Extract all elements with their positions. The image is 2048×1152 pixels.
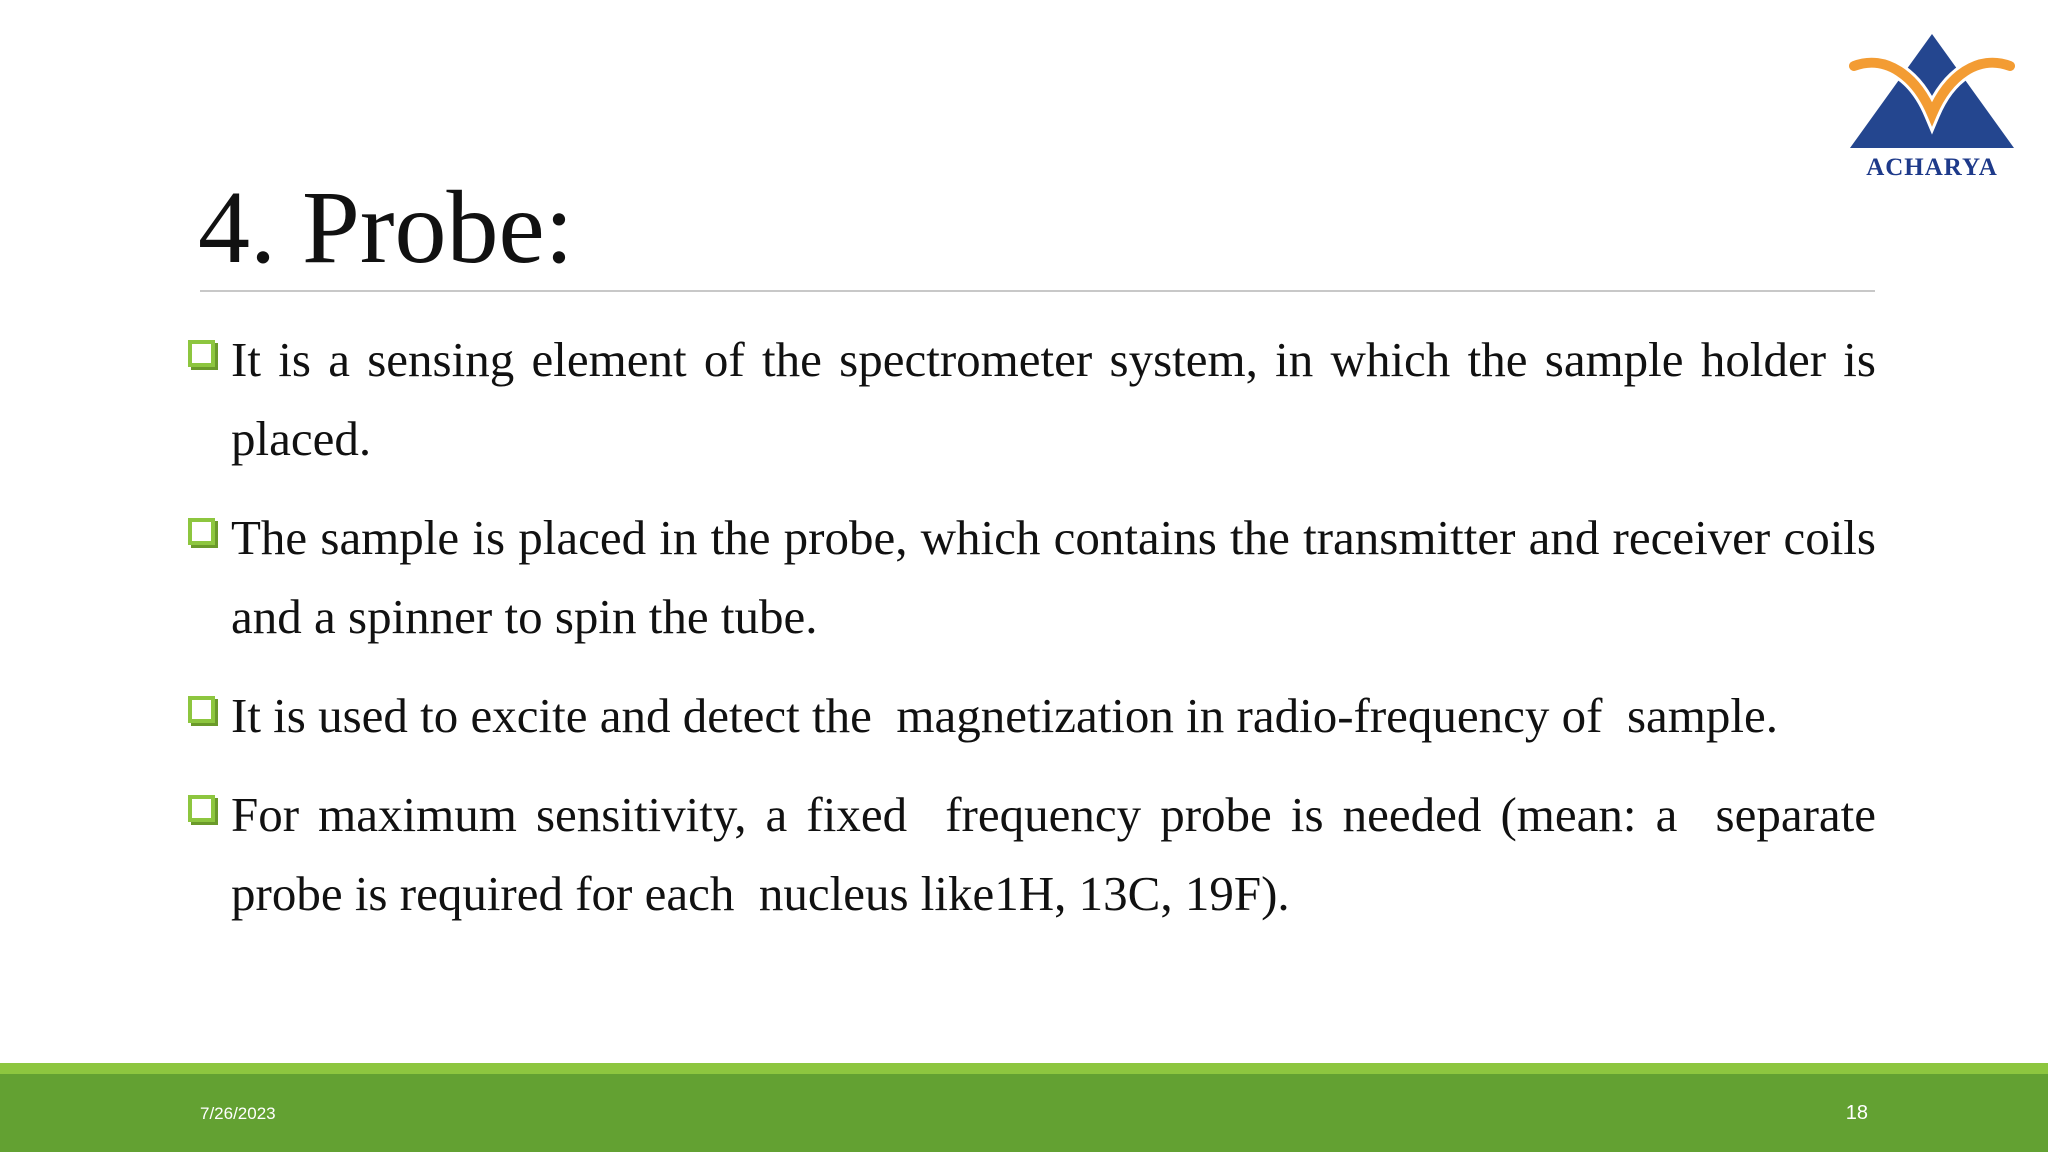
bullet-list: [188, 320, 1889, 953]
bullet-item: [188, 775, 1889, 933]
bullet-item: [188, 498, 1889, 656]
footer-accent-line: [0, 1063, 2048, 1074]
slide-title: 4. Probe:: [198, 170, 574, 285]
acharya-logo-mark-icon: [1846, 30, 2018, 154]
page-number: 18: [1845, 1102, 1868, 1124]
checkbox-square-icon: [188, 518, 215, 545]
acharya-logo: [1846, 30, 2018, 182]
logo-wordmark: ACHARYA: [1866, 154, 1998, 181]
footer-date: 7/26/2023: [200, 1104, 276, 1123]
bullet-text: The sample is placed in the probe, which contains the transmitter and receiver coils and a spinner to spin the tube.: [231, 510, 1889, 644]
bullet-item: [188, 320, 1889, 478]
footer-bar: [0, 1074, 2048, 1152]
checkbox-square-icon: [188, 340, 215, 367]
bullet-item: [188, 676, 1876, 755]
title-divider: [200, 290, 1875, 292]
checkbox-square-icon: [188, 795, 215, 822]
checkbox-square-icon: [188, 696, 215, 723]
bullet-text: It is a sensing element of the spectrometer system, in which the sample holder is placed.: [231, 332, 1889, 466]
bullet-text: It is used to excite and detect the magnetization in radio-frequency of sample.: [231, 688, 1779, 743]
bullet-text: For maximum sensitivity, a fixed frequency probe is needed (mean: a separate probe is required for each nucleus like1H, 13C, 19F).: [231, 787, 1889, 921]
